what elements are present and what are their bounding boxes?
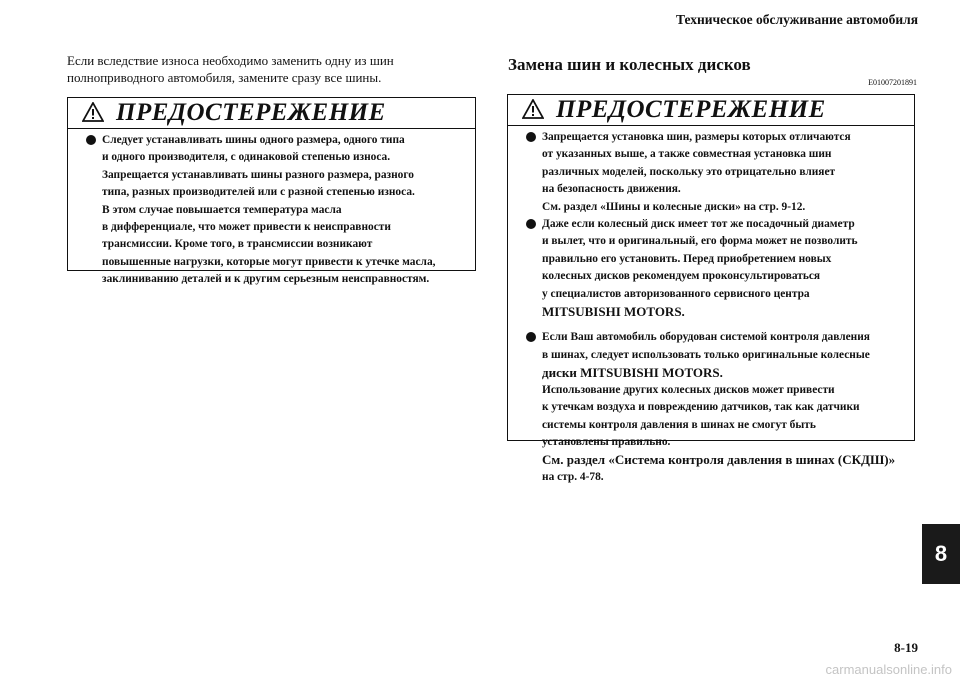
warning-line: заклиниванию деталей и к другим серьезным неисправностям. (102, 273, 430, 286)
warning-line: на безопасность движения. (542, 183, 681, 196)
warning-line: Следует устанавливать шины одного размера, одного типа (102, 134, 405, 146)
warning-item (524, 216, 906, 320)
warning-line: См. раздел «Шины и колесные диски» на стр. 9-12. (542, 200, 806, 213)
warning-line: MITSUBISHI MOTORS. (542, 304, 685, 320)
warning-item (524, 329, 906, 486)
warning-line: Использование других колесных дисков может привести (542, 383, 835, 396)
warning-item (524, 129, 906, 216)
warning-title: ПРЕДОСТЕРЕЖЕНИЕ (116, 99, 386, 126)
warning-line: диски MITSUBISHI MOTORS. (542, 365, 723, 381)
warning-line: повышенные нагрузки, которые могут привести к утечке масла, (102, 255, 436, 268)
warning-line: установлены правильно. (542, 435, 671, 448)
warning-line: В этом случае повышается температура масла (102, 203, 342, 216)
warning-box-wheel-replacement (507, 94, 915, 483)
warning-line: колесных дисков рекомендуем проконсультироваться (542, 270, 821, 283)
bullet-icon (526, 219, 536, 229)
warning-line: трансмиссии. Кроме того, в трансмиссии возникают (102, 238, 373, 251)
running-header: Техническое обслуживание автомобиля (676, 12, 918, 27)
intro-paragraph (67, 52, 477, 86)
warning-line: к утечкам воздуха и повреждению датчиков, так как датчики (542, 401, 860, 414)
bullet-icon (526, 132, 536, 142)
warning-line: различных моделей, поскольку это отрицательно влияет (542, 165, 836, 178)
warning-line: Запрещается устанавливать шины разного размера, разного (102, 168, 414, 181)
warning-line: Даже если колесный диск имеет тот же посадочный диаметр (542, 218, 855, 231)
section-code: E01007201891 (868, 78, 917, 87)
warning-line: Запрещается установка шин, размеры которых отличаются (542, 131, 851, 143)
warning-line: и вылет, что и оригинальный, его форма может не позволить (542, 235, 858, 248)
warning-line: См. раздел «Система контроля давления в шинах (СКДШ)» (542, 452, 896, 468)
warning-line: в шинах, следует использовать только оригинальные колесные (542, 348, 870, 361)
warning-line: и одного производителя, с одинаковой степенью износа. (102, 151, 391, 164)
bullet-icon (86, 135, 96, 145)
bullet-icon (526, 332, 536, 342)
warning-box-tire-matching (67, 97, 476, 286)
watermark: carmanualsonline.info (825, 662, 952, 677)
intro-line: полноприводного автомобиля, замените сразу все шины. (67, 70, 382, 85)
warning-line: Если Ваш автомобиль оборудован системой контроля давления (542, 331, 870, 344)
section-heading: Замена шин и колесных дисков (508, 55, 751, 74)
warning-item (84, 132, 467, 289)
warning-body (68, 129, 475, 289)
warning-line: в дифференциале, что может привести к неисправности (102, 221, 391, 234)
warning-line: у специалистов авторизованного сервисного центра (542, 287, 810, 300)
warning-triangle-icon (82, 102, 104, 122)
warning-header (68, 98, 475, 129)
warning-line: от указанных выше, а также совместная установка шин (542, 148, 832, 161)
intro-line: Если вследствие износа необходимо заменить одну из шин (67, 53, 394, 68)
warning-line: на стр. 4-78. (542, 470, 604, 483)
chapter-tab: 8 (922, 524, 960, 584)
warning-body (508, 126, 914, 486)
warning-line: системы контроля давления в шинах не смогут быть (542, 418, 816, 431)
warning-line: типа, разных производителей или с разной степенью износа. (102, 186, 415, 199)
warning-title: ПРЕДОСТЕРЕЖЕНИЕ (556, 96, 826, 123)
page-number: 8-19 (894, 640, 918, 655)
warning-header (508, 95, 914, 126)
warning-triangle-icon (522, 99, 544, 119)
warning-line: правильно его установить. Перед приобретением новых (542, 252, 832, 265)
